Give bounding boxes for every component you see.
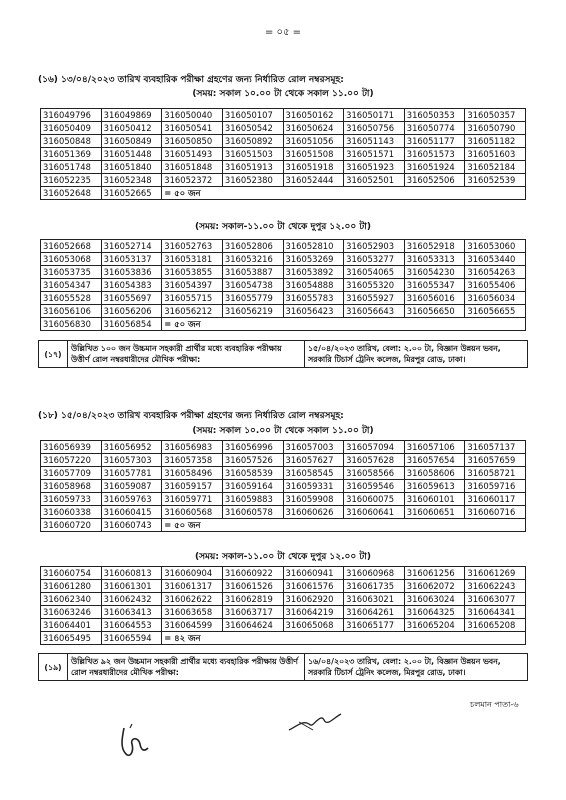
roll-number-cell: 316050412 xyxy=(101,122,162,135)
section-19-number: (১৯) xyxy=(39,654,68,681)
roll-number-cell: 316065495 xyxy=(41,632,102,645)
roll-number-cell: 316050541 xyxy=(162,122,223,135)
roll-number-cell: 316052763 xyxy=(162,240,223,253)
roll-number-cell: 316060641 xyxy=(344,506,405,519)
roll-number-cell: 316065594 xyxy=(101,632,162,645)
roll-number-cell: 316064261 xyxy=(344,606,405,619)
roll-number-cell: 316060626 xyxy=(283,506,344,519)
roll-number-cell: 316056655 xyxy=(465,305,526,318)
table-row xyxy=(41,467,526,480)
roll-number-cell: 316056034 xyxy=(465,292,526,305)
roll-number-cell: 316053855 xyxy=(162,266,223,279)
table-row xyxy=(41,253,526,266)
roll-number-cell: 316054065 xyxy=(344,266,405,279)
table-row xyxy=(41,632,526,645)
roll-number-cell: 316058968 xyxy=(41,480,102,493)
roll-number-cell: 316051143 xyxy=(344,135,405,148)
roll-number-cell: 316050624 xyxy=(283,122,344,135)
roll-number-cell: 316052501 xyxy=(344,174,405,187)
roll-table-s16-slot2 xyxy=(40,239,526,331)
roll-number-cell: 316063413 xyxy=(101,606,162,619)
roll-number-cell: 316062340 xyxy=(41,593,102,606)
roll-number-cell: 316053277 xyxy=(344,253,405,266)
roll-number-cell: 316050849 xyxy=(101,135,162,148)
roll-table-s18-slot2 xyxy=(40,566,526,645)
roll-number-cell: 316056983 xyxy=(162,441,223,454)
roll-number-cell: 316064553 xyxy=(101,619,162,632)
roll-number-cell: 316058545 xyxy=(283,467,344,480)
roll-number-cell: 316051748 xyxy=(41,161,102,174)
roll-number-cell: 316059331 xyxy=(283,480,344,493)
table-row xyxy=(41,506,526,519)
roll-number-cell: 316057627 xyxy=(283,454,344,467)
roll-number-cell: 316057628 xyxy=(344,454,405,467)
roll-number-cell: 316055697 xyxy=(101,292,162,305)
candidate-count: = ৫০ জন xyxy=(162,187,526,200)
roll-number-cell: 316057654 xyxy=(404,454,465,467)
roll-number-cell: 316054347 xyxy=(41,279,102,292)
table-row xyxy=(41,318,526,331)
roll-number-cell: 316061317 xyxy=(162,580,223,593)
roll-number-cell: 316049869 xyxy=(101,109,162,122)
roll-number-cell: 316052380 xyxy=(222,174,283,187)
roll-number-cell: 316061735 xyxy=(344,580,405,593)
roll-number-cell: 316056423 xyxy=(283,305,344,318)
roll-number-cell: 316065204 xyxy=(404,619,465,632)
roll-number-cell: 316056996 xyxy=(222,441,283,454)
roll-number-cell: 316052903 xyxy=(344,240,405,253)
roll-number-cell: 316056854 xyxy=(101,318,162,331)
roll-number-cell: 316056219 xyxy=(222,305,283,318)
roll-number-cell: 316055927 xyxy=(344,292,405,305)
table-row xyxy=(41,441,526,454)
table-row xyxy=(41,619,526,632)
roll-number-cell: 316060904 xyxy=(162,567,223,580)
table-row xyxy=(41,305,526,318)
roll-number-cell: 316058606 xyxy=(404,467,465,480)
roll-number-cell: 316051603 xyxy=(465,148,526,161)
roll-number-cell: 316052918 xyxy=(404,240,465,253)
roll-number-cell: 316058566 xyxy=(344,467,405,480)
roll-number-cell: 316051848 xyxy=(162,161,223,174)
roll-number-cell: 316057094 xyxy=(344,441,405,454)
roll-number-cell: 316053068 xyxy=(41,253,102,266)
roll-number-cell: 316065208 xyxy=(465,619,526,632)
roll-number-cell: 316060338 xyxy=(41,506,102,519)
roll-number-cell: 316060743 xyxy=(101,519,162,532)
roll-number-cell: 316061301 xyxy=(101,580,162,593)
roll-number-cell: 316063246 xyxy=(41,606,102,619)
roll-number-cell: 316060075 xyxy=(344,493,405,506)
roll-number-cell: 316051573 xyxy=(404,148,465,161)
table-row xyxy=(41,174,526,187)
roll-number-cell: 316064624 xyxy=(222,619,283,632)
table-row xyxy=(41,266,526,279)
roll-number-cell: 316061256 xyxy=(404,567,465,580)
section-17-number: (১৭) xyxy=(39,341,68,368)
roll-number-cell: 316061280 xyxy=(41,580,102,593)
table-row xyxy=(41,122,526,135)
roll-number-cell: 316050107 xyxy=(222,109,283,122)
roll-number-cell: 316057709 xyxy=(41,467,102,480)
table-row xyxy=(41,454,526,467)
roll-number-cell: 316050409 xyxy=(41,122,102,135)
roll-number-cell: 316065068 xyxy=(283,619,344,632)
roll-number-cell: 316050790 xyxy=(465,122,526,135)
roll-number-cell: 316052539 xyxy=(465,174,526,187)
roll-number-cell: 316062243 xyxy=(465,580,526,593)
roll-number-cell: 316062622 xyxy=(162,593,223,606)
roll-number-cell: 316054738 xyxy=(222,279,283,292)
roll-number-cell: 316056830 xyxy=(41,318,102,331)
signature-scribble xyxy=(285,708,345,738)
section-16-time-2: (সময়: সকাল-১১.০০ টা থেকে দুপুর ১২.০০ টা) xyxy=(195,222,371,232)
section-17-description: উল্লিখিত ১০০ জন উচ্চমান সহকারী প্রার্থীর মধ্যে ব্যবহারিক পরীক্ষায় উত্তীর্ণ রোল নম্বরধারীদের মৌখিক পরীক্ষা: xyxy=(68,341,305,368)
roll-number-cell: 316050850 xyxy=(162,135,223,148)
roll-number-cell: 316057303 xyxy=(101,454,162,467)
section-19-box xyxy=(38,653,528,681)
roll-number-cell: 316054383 xyxy=(101,279,162,292)
table-row xyxy=(41,606,526,619)
section-16-time-1: (সময়: সকাল ১০.০০ টা থেকে সকাল ১১.০০ টা) xyxy=(192,89,374,99)
roll-number-cell: 316060101 xyxy=(404,493,465,506)
table-row xyxy=(41,240,526,253)
roll-number-cell: 316060968 xyxy=(344,567,405,580)
signature-initial xyxy=(110,722,160,768)
roll-number-cell: 316052806 xyxy=(222,240,283,253)
roll-number-cell: 316056206 xyxy=(101,305,162,318)
roll-number-cell: 316052506 xyxy=(404,174,465,187)
roll-number-cell: 316056643 xyxy=(344,305,405,318)
roll-number-cell: 316052714 xyxy=(101,240,162,253)
roll-number-cell: 316051493 xyxy=(162,148,223,161)
roll-number-cell: 316051182 xyxy=(465,135,526,148)
roll-number-cell: 316060813 xyxy=(101,567,162,580)
roll-number-cell: 316062072 xyxy=(404,580,465,593)
roll-number-cell: 316060117 xyxy=(465,493,526,506)
roll-number-cell: 316055406 xyxy=(465,279,526,292)
roll-number-cell: 316051571 xyxy=(344,148,405,161)
roll-number-cell: 316063024 xyxy=(404,593,465,606)
roll-number-cell: 316057358 xyxy=(162,454,223,467)
roll-number-cell: 316059908 xyxy=(283,493,344,506)
roll-number-cell: 316050756 xyxy=(344,122,405,135)
roll-number-cell: 316058496 xyxy=(162,467,223,480)
roll-number-cell: 316059087 xyxy=(101,480,162,493)
roll-number-cell: 316060720 xyxy=(41,519,102,532)
roll-number-cell: 316053836 xyxy=(101,266,162,279)
roll-number-cell: 316064401 xyxy=(41,619,102,632)
roll-number-cell: 316051508 xyxy=(283,148,344,161)
roll-number-cell: 316055715 xyxy=(162,292,223,305)
roll-number-cell: 316051056 xyxy=(283,135,344,148)
roll-number-cell: 316057137 xyxy=(465,441,526,454)
roll-number-cell: 316055779 xyxy=(222,292,283,305)
roll-number-cell: 316059733 xyxy=(41,493,102,506)
candidate-count: = ৪২ জন xyxy=(162,632,526,645)
roll-number-cell: 316056939 xyxy=(41,441,102,454)
roll-number-cell: 316055783 xyxy=(283,292,344,305)
roll-number-cell: 316056212 xyxy=(162,305,223,318)
roll-number-cell: 316053735 xyxy=(41,266,102,279)
roll-number-cell: 316053216 xyxy=(222,253,283,266)
roll-number-cell: 316050357 xyxy=(465,109,526,122)
roll-number-cell: 316061526 xyxy=(222,580,283,593)
roll-number-cell: 316053137 xyxy=(101,253,162,266)
roll-number-cell: 316052184 xyxy=(465,161,526,174)
table-row xyxy=(41,480,526,493)
roll-number-cell: 316064219 xyxy=(283,606,344,619)
roll-number-cell: 316051503 xyxy=(222,148,283,161)
roll-number-cell: 316061576 xyxy=(283,580,344,593)
roll-number-cell: 316059546 xyxy=(344,480,405,493)
roll-number-cell: 316050848 xyxy=(41,135,102,148)
roll-number-cell: 316060568 xyxy=(162,506,223,519)
roll-number-cell: 316054263 xyxy=(465,266,526,279)
roll-table-s18-slot1 xyxy=(40,440,526,532)
roll-number-cell: 316058721 xyxy=(465,467,526,480)
table-row xyxy=(41,187,526,200)
section-16-heading: (১৬) ১৩/০৪/২০২৩ তারিখ ব্যবহারিক পরীক্ষা গ্রহণের জন্য নির্ধারিত রোল নম্বরসমূহ: xyxy=(38,75,344,85)
roll-table-s16-slot1 xyxy=(40,108,526,200)
roll-number-cell: 316053181 xyxy=(162,253,223,266)
roll-number-cell: 316059164 xyxy=(222,480,283,493)
roll-number-cell: 316060922 xyxy=(222,567,283,580)
roll-number-cell: 316051177 xyxy=(404,135,465,148)
roll-number-cell: 316051923 xyxy=(344,161,405,174)
roll-number-cell: 316052810 xyxy=(283,240,344,253)
roll-number-cell: 316053313 xyxy=(404,253,465,266)
roll-number-cell: 316060651 xyxy=(404,506,465,519)
roll-number-cell: 316050040 xyxy=(162,109,223,122)
roll-number-cell: 316060941 xyxy=(283,567,344,580)
table-row xyxy=(41,135,526,148)
continued-page-note: চলমান পাতা-৬ xyxy=(470,700,519,709)
roll-number-cell: 316063717 xyxy=(222,606,283,619)
roll-number-cell: 316059716 xyxy=(465,480,526,493)
table-row xyxy=(41,161,526,174)
roll-number-cell: 316051369 xyxy=(41,148,102,161)
table-row xyxy=(41,519,526,532)
roll-number-cell: 316051448 xyxy=(101,148,162,161)
roll-number-cell: 316060754 xyxy=(41,567,102,580)
table-row xyxy=(41,593,526,606)
roll-number-cell: 316052665 xyxy=(101,187,162,200)
roll-number-cell: 316057220 xyxy=(41,454,102,467)
table-row xyxy=(41,292,526,305)
roll-number-cell: 316056016 xyxy=(404,292,465,305)
roll-number-cell: 316054888 xyxy=(283,279,344,292)
roll-number-cell: 316052372 xyxy=(162,174,223,187)
section-18-time-1: (সময়: সকাল ১০.০০ টা থেকে সকাল ১১.০০ টা) xyxy=(192,426,374,436)
roll-number-cell: 316050892 xyxy=(222,135,283,148)
table-row xyxy=(41,109,526,122)
table-row xyxy=(41,580,526,593)
roll-number-cell: 316053887 xyxy=(222,266,283,279)
roll-number-cell: 316052668 xyxy=(41,240,102,253)
roll-number-cell: 316064341 xyxy=(465,606,526,619)
roll-number-cell: 316053060 xyxy=(465,240,526,253)
roll-number-cell: 316051918 xyxy=(283,161,344,174)
roll-number-cell: 316057659 xyxy=(465,454,526,467)
section-19-schedule: ১৬/০৪/২০২৩ তারিখ, বেলা: ২.০০ টা, বিজ্ঞান উন্নয়ন ভবন, সরকারি টিচার্স ট্রেনিং কলেজ, মিরপুর রোড, ঢাকা। xyxy=(305,654,528,681)
roll-number-cell: 316052444 xyxy=(283,174,344,187)
roll-number-cell: 316050542 xyxy=(222,122,283,135)
roll-number-cell: 316050162 xyxy=(283,109,344,122)
candidate-count: = ৫০ জন xyxy=(162,519,526,532)
roll-number-cell: 316054397 xyxy=(162,279,223,292)
roll-number-cell: 316057526 xyxy=(222,454,283,467)
roll-number-cell: 316053269 xyxy=(283,253,344,266)
roll-number-cell: 316055347 xyxy=(404,279,465,292)
roll-number-cell: 316050353 xyxy=(404,109,465,122)
roll-number-cell: 316060415 xyxy=(101,506,162,519)
roll-number-cell: 316064599 xyxy=(162,619,223,632)
roll-number-cell: 316057106 xyxy=(404,441,465,454)
roll-number-cell: 316063077 xyxy=(465,593,526,606)
roll-number-cell: 316060716 xyxy=(465,506,526,519)
roll-number-cell: 316050171 xyxy=(344,109,405,122)
roll-number-cell: 316057003 xyxy=(283,441,344,454)
roll-number-cell: 316051913 xyxy=(222,161,283,174)
roll-number-cell: 316049796 xyxy=(41,109,102,122)
roll-number-cell: 316052648 xyxy=(41,187,102,200)
roll-number-cell: 316059771 xyxy=(162,493,223,506)
candidate-count: = ৫০ জন xyxy=(162,318,526,331)
roll-number-cell: 316051840 xyxy=(101,161,162,174)
table-row xyxy=(41,493,526,506)
roll-number-cell: 316055320 xyxy=(344,279,405,292)
table-row xyxy=(41,148,526,161)
roll-number-cell: 316052235 xyxy=(41,174,102,187)
roll-number-cell: 316059613 xyxy=(404,480,465,493)
roll-number-cell: 316055528 xyxy=(41,292,102,305)
roll-number-cell: 316062920 xyxy=(283,593,344,606)
roll-number-cell: 316062432 xyxy=(101,593,162,606)
roll-number-cell: 316051924 xyxy=(404,161,465,174)
table-row xyxy=(41,279,526,292)
roll-number-cell: 316050774 xyxy=(404,122,465,135)
section-19-description: উল্লিখিত ৯২ জন উচ্চমান সহকারী প্রার্থীর মধ্যে ব্যবহারিক পরীক্ষায় উত্তীর্ণ রোল নম্বরধারীদের মৌখিক পরীক্ষা: xyxy=(68,654,305,681)
roll-number-cell: 316059883 xyxy=(222,493,283,506)
roll-number-cell: 316059157 xyxy=(162,480,223,493)
roll-number-cell: 316057781 xyxy=(101,467,162,480)
section-17-schedule: ১৫/০৪/২০২৩ তারিখ, বেলা: ২.০০ টা, বিজ্ঞান উন্নয়ন ভবন, সরকারি টিচার্স ট্রেনিং কলেজ, মিরপুর রোড, ঢাকা। xyxy=(305,341,528,368)
roll-number-cell: 316065177 xyxy=(344,619,405,632)
roll-number-cell: 316061269 xyxy=(465,567,526,580)
roll-number-cell: 316058539 xyxy=(222,467,283,480)
roll-number-cell: 316056952 xyxy=(101,441,162,454)
section-18-heading: (১৮) ১৫/০৪/২০২৩ তারিখ ব্যবহারিক পরীক্ষা গ্রহণের জন্য নির্ধারিত রোল নম্বরসমূহ: xyxy=(38,411,344,421)
roll-number-cell: 316056650 xyxy=(404,305,465,318)
roll-number-cell: 316062819 xyxy=(222,593,283,606)
page-number: = ০৫ = xyxy=(264,27,302,38)
roll-number-cell: 316063658 xyxy=(162,606,223,619)
roll-number-cell: 316063021 xyxy=(344,593,405,606)
roll-number-cell: 316052348 xyxy=(101,174,162,187)
roll-number-cell: 316054230 xyxy=(404,266,465,279)
roll-number-cell: 316053892 xyxy=(283,266,344,279)
section-18-time-2: (সময়: সকাল-১১.০০ টা থেকে দুপুর ১২.০০ টা) xyxy=(195,552,371,562)
roll-number-cell: 316053440 xyxy=(465,253,526,266)
table-row xyxy=(41,567,526,580)
section-17-box xyxy=(38,340,528,368)
roll-number-cell: 316056106 xyxy=(41,305,102,318)
roll-number-cell: 316064325 xyxy=(404,606,465,619)
roll-number-cell: 316059763 xyxy=(101,493,162,506)
roll-number-cell: 316060578 xyxy=(222,506,283,519)
